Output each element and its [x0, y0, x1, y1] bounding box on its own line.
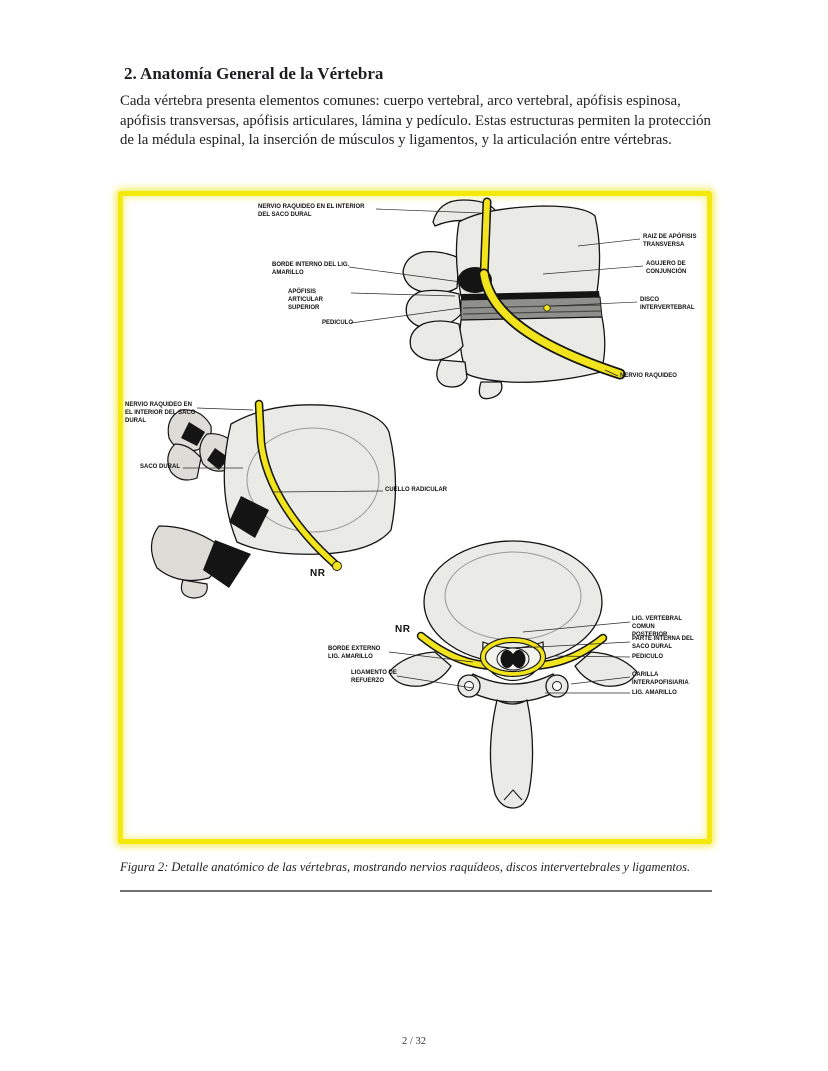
label-nr-bottom: NR — [395, 624, 411, 635]
nerve-root-tip — [333, 562, 342, 571]
page-number: 2 / 32 — [402, 1036, 426, 1047]
label-pediculo-top: PEDICULO — [322, 320, 354, 326]
label-saco-dural: SACO DURAL — [140, 464, 180, 470]
spinal-nerve-in-dural-sac — [484, 202, 487, 278]
label-borde-interno-lig-amarillo: BORDE INTERNO DEL LIG. AMARILLO — [272, 262, 350, 276]
label-pediculo-bottom: PEDICULO — [632, 654, 664, 660]
label-ligamento-de-refuerzo: LIGAMENTO DE REFUERZO — [351, 670, 397, 684]
label-cuello-radicular: CUELLO RADICULAR — [385, 487, 447, 493]
label-nervio-raquideo: NERVIO RAQUIDEO — [620, 373, 677, 379]
label-nr-middle: NR — [310, 568, 326, 579]
label-parte-interna-saco-dural: PARTE INTERNA DEL SACO DURAL — [632, 636, 694, 650]
label-apofisis-articular-superior: APÓFISIS ARTICULAR SUPERIOR — [288, 289, 323, 311]
label-disco-intervertebral: DISCO INTERVERTEBRAL — [640, 297, 695, 311]
intervertebral-disc — [461, 297, 602, 320]
label-lig-vertebral-comun-posterior: LIG. VERTEBRAL COMUN POSTERIOR — [632, 616, 682, 638]
section-divider — [120, 890, 712, 892]
label-agujero-de-conjuncion: AGUJERO DE CONJUNCIÓN — [646, 261, 687, 275]
section-paragraph: Cada vértebra presenta elementos comunes: cuerpo vertebral, arco vertebral, apófisis espinosa, apófisis transversas, apófisis articulares, lámina y pedículo. Estas estructuras permiten la protección de la médula espinal, la inserción de músculos y ligamentos, y la articulación entre vértebras. — [120, 93, 711, 149]
label-lig-amarillo: LIG. AMARILLO — [632, 690, 677, 696]
lateral-vertebra-nerve-diagram — [151, 404, 395, 598]
label-borde-externo-lig-amarillo: BORDE EXTERNO LIG. AMARILLO — [328, 646, 381, 660]
vertebra-anatomy-drawing — [123, 196, 707, 839]
lateral-two-vertebrae-diagram — [403, 200, 620, 399]
axial-vertebra-diagram — [389, 541, 637, 808]
section-heading: 2. Anatomía General de la Vértebra — [124, 64, 384, 83]
figure-canvas — [123, 196, 707, 839]
label-nervio-raquideo-saco-dural-top: NERVIO RAQUIDEO EN EL INTERIOR DEL SACO DURAL — [258, 204, 365, 218]
label-nervio-raquideo-saco-dural-mid: NERVIO RAQUIDEO EN EL INTERIOR DEL SACO DURAL — [125, 402, 196, 424]
anatomy-figure — [118, 191, 712, 844]
label-raiz-apofisis-transversa: RAIZ DE APÓFISIS TRANSVERSA — [643, 234, 697, 248]
lower-vertebral-body — [460, 317, 605, 382]
disc-marker-dot — [544, 305, 550, 311]
figure-caption: Figura 2: Detalle anatómico de las vértebras, mostrando nervios raquídeos, discos intervertebrales y ligamentos. — [120, 860, 691, 874]
label-carilla-interapofisiaria: CARILLA INTERAPOFISIARIA — [632, 672, 689, 686]
